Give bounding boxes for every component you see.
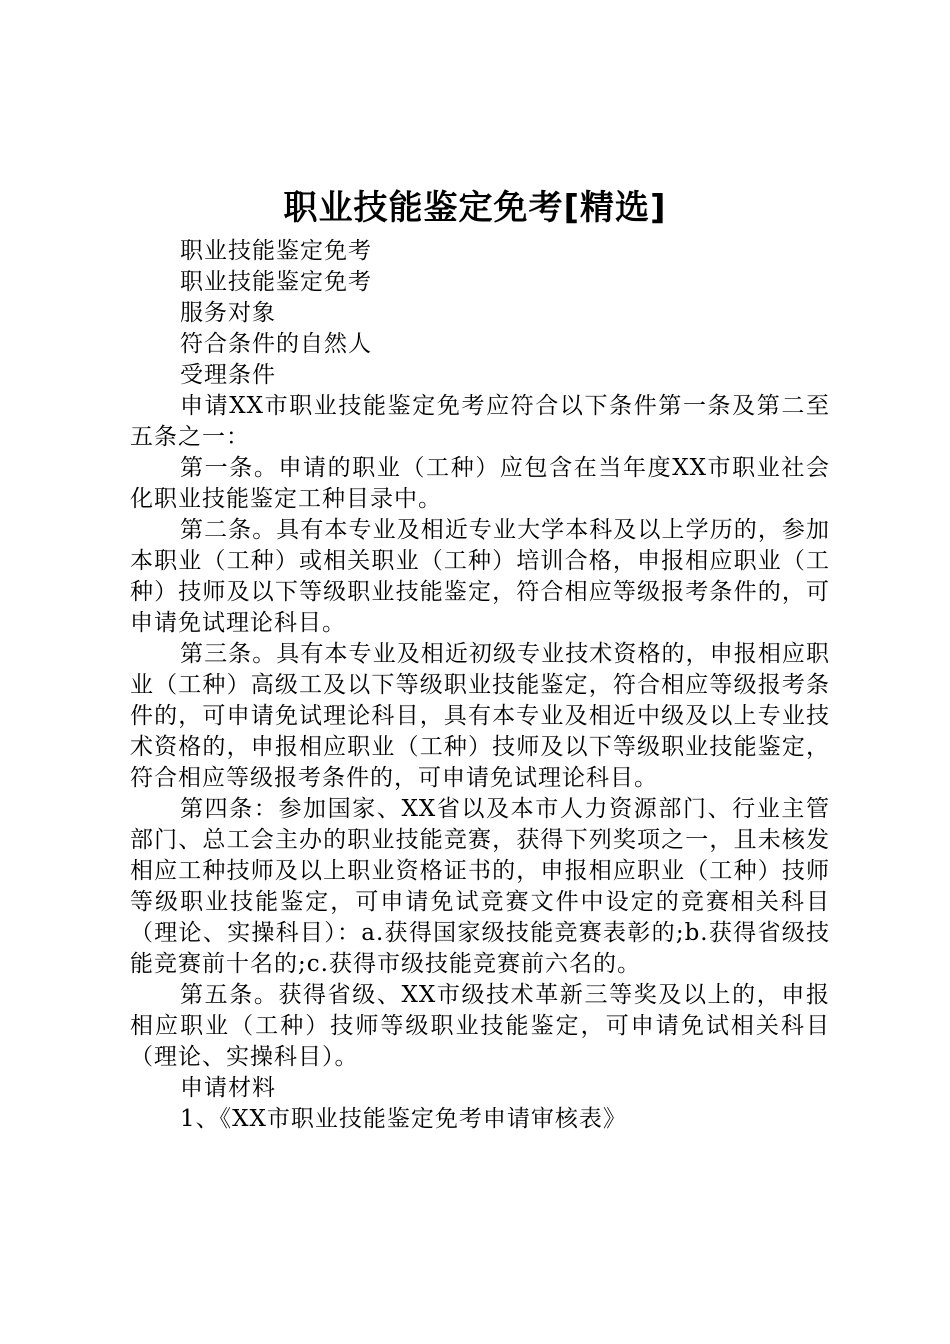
- article-1: 第一条。申请的职业（工种）应包含在当年度XX市职业社会化职业技能鉴定工种目录中。: [130, 455, 830, 512]
- article-2: 第二条。具有本专业及相近专业大学本科及以上学历的，参加本职业（工种）或相关职业（工种）培训合格，申报相应职业（工种）技师及以下等级职业技能鉴定，符合相应等级报考条件的，可申请免试理论科目。: [130, 517, 830, 636]
- section-materials: 申请材料: [180, 1075, 276, 1101]
- article-4: 第四条：参加国家、XX省以及本市人力资源部门、行业主管部门、总工会主办的职业技能竞赛，获得下列奖项之一，且未核发相应工种技师及以上职业资格证书的，申报相应职业（工种）技师等级职业技能鉴定，可申请免试竞赛文件中设定的竞赛相关科目（理论、实操科目）：a.获得国家级技能竞赛表彰的;b.获得省级技能竞赛前十名的;c.获得市级技能竞赛前六名的。: [130, 796, 830, 977]
- section-service-target: 服务对象: [180, 300, 276, 326]
- service-target-text: 符合条件的自然人: [180, 331, 372, 357]
- article-5: 第五条。获得省级、XX市级技术革新三等奖及以上的，申报相应职业（工种）技师等级职业技能鉴定，可申请免试相关科目（理论、实操科目）。: [130, 982, 830, 1070]
- article-3: 第三条。具有本专业及相近初级专业技术资格的，申报相应职业（工种）高级工及以下等级职业技能鉴定，符合相应等级报考条件的，可申请免试理论科目，具有本专业及相近中级及以上专业技术资格的，申报相应职业（工种）技师及以下等级职业技能鉴定，符合相应等级报考条件的，可申请免试理论科目。: [130, 641, 830, 791]
- section-conditions: 受理条件: [180, 362, 276, 388]
- document-body: [130, 236, 830, 1135]
- materials-item-1: 1、《XX市职业技能鉴定免考申请审核表》: [180, 1106, 627, 1132]
- conditions-intro: 申请XX市职业技能鉴定免考应符合以下条件第一条及第二至五条之一：: [130, 393, 830, 450]
- paragraph-heading-1: 职业技能鉴定免考: [180, 238, 372, 264]
- paragraph-heading-2: 职业技能鉴定免考: [180, 269, 372, 295]
- document-title: 职业技能鉴定免考[精选]: [283, 188, 667, 228]
